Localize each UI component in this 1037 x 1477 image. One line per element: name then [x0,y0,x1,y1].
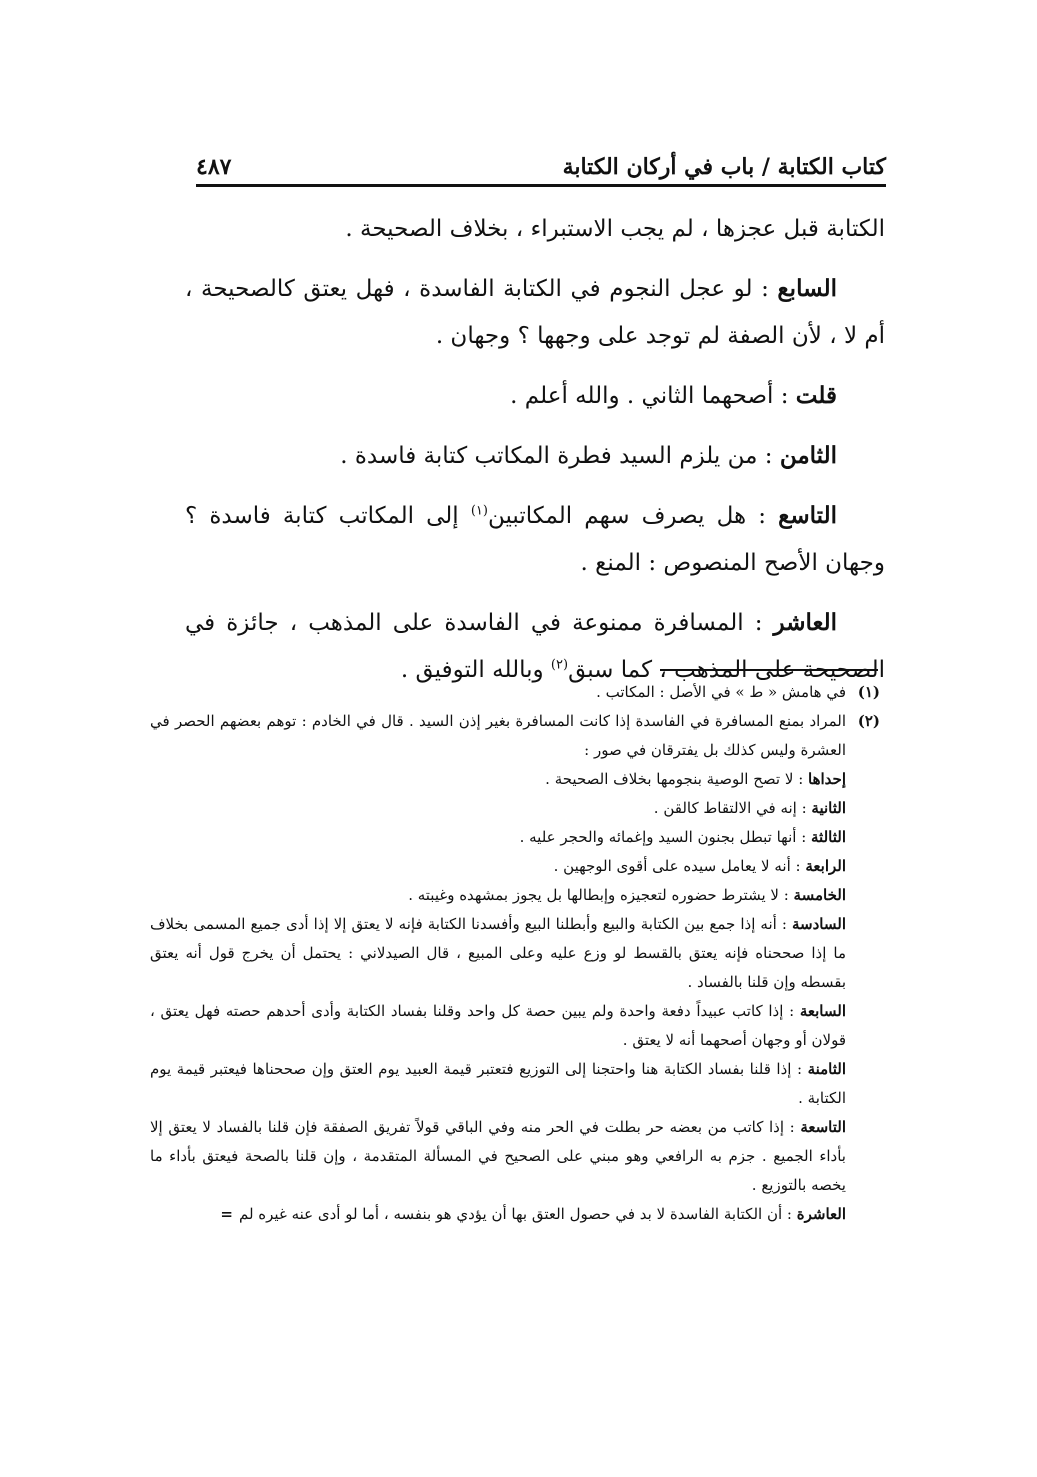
item-text: : إذا قلنا بفساد الكتابة هنا واحتجنا إلى التوزيع فتعتبر قيمة العبيد يوم العتق وإن صححناها فيعتبر قيمة يوم الكتابة . [150,1060,846,1107]
item-text: : إنه في الالتقاط كالقن . [653,799,812,817]
item-text: : إذا كاتب عبيداً دفعة واحدة ولم يبين حصة كل واحد وقلنا بفساد الكتابة وأدى أحدهم حصته فهل يعتق ، قولان أو وجهان أصحهما أنه لا يعتق . [150,1002,846,1049]
footnote-1 [150,678,880,707]
paragraph-label: السابع [777,275,837,302]
paragraph-ninth [185,492,885,587]
paragraph-text: الكتابة قبل عجزها ، لم يجب الاستبراء ، بخلاف الصحيحة . [345,216,885,242]
footnote-item [150,1200,846,1229]
item-label: الثالثة [811,828,846,846]
footnote-text: في هامش « ط » في الأصل : المكاتب . [596,683,846,701]
item-label: العاشرة [796,1205,846,1223]
footnote-item [150,910,846,997]
paragraph-continuation [185,206,885,253]
footnote-2 [150,707,880,1229]
item-label: السادسة [792,915,846,933]
paragraph-text: : أصحهما الثاني . والله أعلم . [510,383,796,409]
footnote-body [150,707,846,1229]
footnote-item [150,765,846,794]
item-label: إحداها [808,770,846,788]
item-label: الثانية [811,799,846,817]
footnote-number: (٢) [857,712,880,730]
paragraph-text: : لو عجل النجوم في الكتابة الفاسدة ، فهل يعتق كالصحيحة ، أم لا ، لأن الصفة لم توجد على وجهها ؟ وجهان . [185,276,885,349]
footnote-number: (١) [857,683,880,701]
footnote-ref-2: (٢) [550,657,569,673]
item-text: : أنها تبطل بجنون السيد وإغمائه والحجر عليه . [519,828,812,846]
item-label: الخامسة [793,886,846,904]
paragraph-label: قلت [795,382,837,409]
page-header [196,143,886,187]
footnote-item [150,1113,846,1200]
paragraph-text: : المسافرة ممنوعة في الفاسدة على المذهب ، جائزة في الصحيحة على المذهب ، كما سبق [185,610,885,683]
paragraph-label: التاسع [778,502,838,529]
running-title: كتاب الكتابة / باب في أركان الكتابة [562,154,886,180]
item-text: : أن الكتابة الفاسدة لا بد في حصول العتق بها أن يؤدي هو بنفسه ، أما لو أدى عنه غيره لم [238,1205,797,1223]
paragraph-text: إلى المكاتب كتابة فاسدة ؟ وجهان الأصح المنصوص : المنع . [185,503,885,576]
footnote-item [150,852,846,881]
paragraph-text: : هل يصرف سهم المكاتبين [487,503,779,529]
paragraph-label: العاشر [773,609,837,636]
item-text: : أنه لا يعامل سيده على أقوى الوجهين . [553,857,806,875]
paragraph-text: وبالله التوفيق . [400,657,551,683]
footnote-intro: المراد بمنع المسافرة في الفاسدة إذا كانت المسافرة بغير إذن السيد . قال في الخادم : توهم بعضهم الحصر في العشرة وليس كذلك بل يفترقان في صور : [150,712,846,759]
paragraph-qultu [185,372,885,420]
paragraph-text: : من يلزم السيد فطرة المكاتب كتابة فاسدة . [340,443,780,469]
main-text [185,206,885,706]
paragraph-eighth [185,432,885,480]
paragraph-seventh [185,265,885,360]
footnote-ref-1: (١) [470,503,488,519]
footnote-item [150,823,846,852]
item-text: : لا تصح الوصية بنجومها بخلاف الصحيحة . [545,770,809,788]
footnote-item [150,794,846,823]
item-text: : إذا كاتب من بعضه حر بطلت في الحر منه وفي الباقي قولاً تفريق الصفقة فإن قلنا بالفساد لا يعتق إلا بأداء الجميع . جزم به الرافعي وهو مبني على الصحيح في المسألة المتقدمة ، وإن قلنا بالصحة فيعتق بأداء ما يخصه بالتوزيع . [150,1118,846,1194]
footnote-divider [660,669,878,671]
page-number: ٤٨٧ [196,154,232,180]
item-label: الرابعة [805,857,846,875]
item-text: : أنه إذا جمع بين الكتابة والبيع وأبطلنا البيع وأفسدنا الكتابة فإنه لا يعتق إلا إذا أدى جميع المسمى بخلاف ما إذا صححناه فإنه يعتق بالقسط لو وزع عليه وعلى المبيع ، قال الصيدلاني : يحتمل أن يخرج قول أنه يعتق بقسطه وإن قلنا بالفساد . [150,915,846,991]
continuation-mark: = [220,1205,233,1223]
item-text: : لا يشترط حضوره لتعجيزه وإبطالها بل يجوز بمشهده وغيبته . [408,886,794,904]
footnote-item [150,1055,846,1113]
item-label: الثامنة [807,1060,846,1078]
item-label: التاسعة [800,1118,846,1136]
footnotes [150,678,880,1229]
paragraph-label: الثامن [779,442,837,469]
footnote-item [150,881,846,910]
item-label: السابعة [799,1002,846,1020]
footnote-item [150,997,846,1055]
